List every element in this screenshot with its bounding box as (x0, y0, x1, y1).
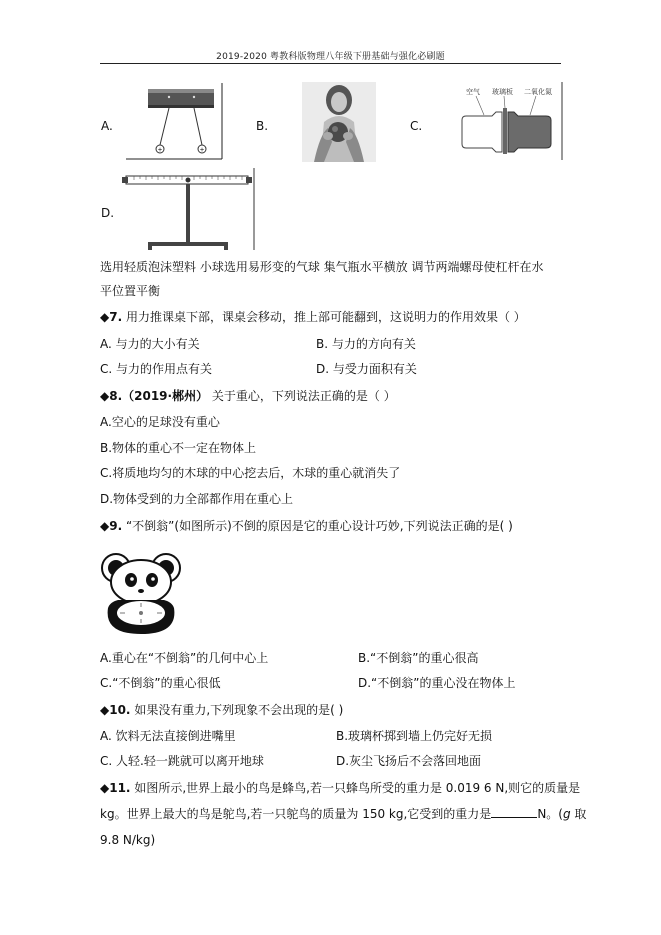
answer-text-line-1: 选用轻质泡沫塑料 小球选用易形变的气球 集气瓶水平横放 调节两端螺母使杠杆在水 (100, 260, 544, 274)
q10-stem (100, 702, 343, 718)
q7-option-c: C. 与力的作用点有关 (100, 362, 213, 376)
q11-text-2a: kg。世界上最大的鸟是鸵鸟,若一只鸵鸟的质量为 150 kg,它受到的重力是 (100, 807, 492, 821)
option-b-figure (302, 82, 376, 162)
q11-line-1 (100, 780, 580, 796)
q7-option-d: D. 与受力面积有关 (316, 362, 417, 376)
option-d-label: D. (101, 206, 115, 220)
q11-text-2b: N。( (537, 807, 563, 821)
q11-answer-blank[interactable] (491, 807, 537, 818)
q7-option-b: B. 与力的方向有关 (316, 337, 416, 351)
q10-number: ◆10. (100, 703, 131, 717)
option-a-label: A. (101, 119, 113, 133)
c-label-no2: 二氧化氮 (524, 88, 552, 96)
q8-text: 关于重心，下列说法正确的是（ ） (208, 389, 396, 403)
lever-balance-figure (122, 168, 256, 252)
q11-line-3: 9.8 N/kg) (100, 833, 156, 847)
q7-text: 用力推课桌下部，课桌会移动，推上部可能翻到，这说明力的作用效果（ ） (122, 310, 526, 324)
q11-line-2 (100, 806, 586, 822)
girl-with-ball-photo (302, 82, 376, 162)
charged-balls-figure (118, 83, 224, 161)
q8-number: ◆8.（2019·郴州） (100, 389, 209, 403)
q8-option-b: B.物体的重心不一定在物体上 (100, 441, 257, 455)
header-rule (100, 63, 561, 64)
q9-figure (100, 546, 184, 636)
q10-option-c: C. 人轻.轻一跳就可以离开地球 (100, 754, 264, 768)
q9-option-d: D.“不倒翁”的重心没在物体上 (358, 676, 516, 690)
q11-text-1: 如图所示,世界上最小的鸟是蜂鸟,若一只蜂鸟所受的重力是 0.019 6 N,则它的质量是 (130, 781, 581, 795)
option-c-figure (458, 82, 564, 162)
option-d-figure (122, 168, 256, 252)
q11-text-2d: 取 (570, 807, 587, 821)
q7-number: ◆7. (100, 310, 123, 324)
q11-number: ◆11. (100, 781, 131, 795)
svg-text:+: + (199, 146, 205, 154)
q9-option-b: B.“不倒翁”的重心很高 (358, 651, 479, 665)
option-c-label: C. (410, 119, 423, 133)
c-label-glass: 玻璃板 (492, 88, 513, 96)
c-label-air: 空气 (466, 88, 480, 96)
page-header: 2019-2020 粤教科版物理八年级下册基础与强化必刷题 (216, 52, 445, 62)
q7-option-a: A. 与力的大小有关 (100, 337, 200, 351)
q10-option-a: A. 饮料无法直接倒进嘴里 (100, 729, 236, 743)
q9-stem (100, 518, 513, 534)
q9-option-c: C.“不倒翁”的重心很低 (100, 676, 221, 690)
q7-stem (100, 309, 526, 325)
answer-text-line-2: 平位置平衡 (100, 284, 161, 298)
q8-option-c: C.将质地均匀的木球的中心挖去后，木球的重心就消失了 (100, 466, 401, 480)
svg-text:+: + (157, 146, 163, 154)
q11-g-symbol: g (562, 807, 571, 821)
tumbler-doll-figure (100, 546, 184, 636)
q9-option-a: A.重心在“不倒翁”的几何中心上 (100, 651, 269, 665)
q8-option-d: D.物体受到的力全部都作用在重心上 (100, 492, 294, 506)
q10-option-d: D.灰尘飞扬后不会落回地面 (336, 754, 482, 768)
option-a-figure (118, 83, 224, 161)
q9-text: “不倒翁”(如图所示)不倒的原因是它的重心设计巧妙,下列说法正确的是( ) (122, 519, 513, 533)
q8-option-a: A.空心的足球没有重心 (100, 415, 220, 429)
option-b-label: B. (256, 119, 269, 133)
q10-text: 如果没有重力,下列现象不会出现的是( ) (130, 703, 344, 717)
q8-stem (100, 388, 396, 404)
q9-number: ◆9. (100, 519, 123, 533)
q10-option-b: B.玻璃杯掷到墙上仍完好无损 (336, 729, 493, 743)
